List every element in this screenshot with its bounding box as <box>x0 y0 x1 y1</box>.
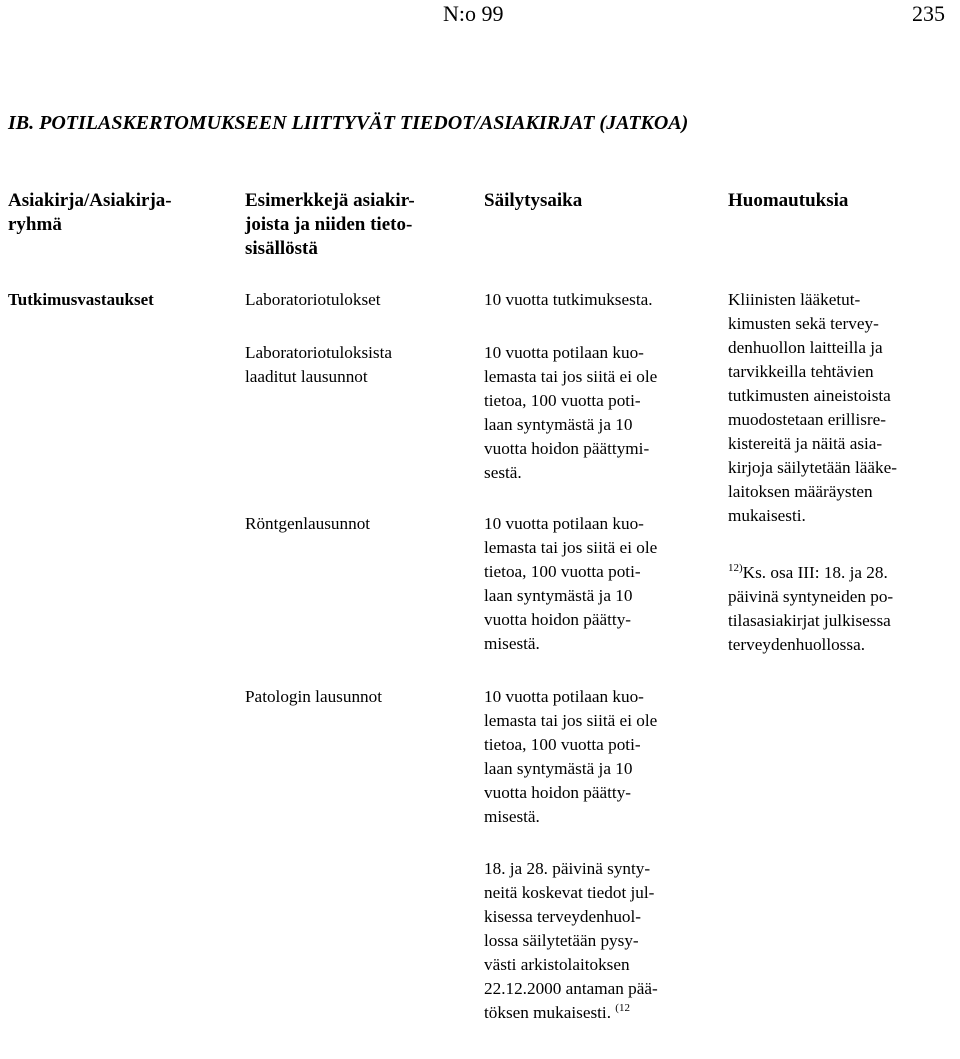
header-line: Huomautuksia <box>728 190 849 211</box>
remarks-line: tilasasiakirjat julkisessa <box>728 611 891 630</box>
header-line: Esimerkkejä asiakir- <box>245 190 415 211</box>
retention-line: misestä. <box>484 634 540 653</box>
column-header-remarks <box>728 189 958 213</box>
footnote-reference: (12 <box>615 1002 630 1014</box>
retention-item <box>484 341 657 485</box>
page-number: 235 <box>912 1 945 26</box>
remarks-line: terveydenhuollossa. <box>728 635 865 654</box>
retention-line: vuotta hoidon päätty- <box>484 783 632 802</box>
remarks-line: mukaisesti. <box>728 506 806 525</box>
column-header-retention <box>484 189 714 213</box>
remarks-line: tutkimusten aineistoista <box>728 386 891 405</box>
retention-line: lossa säilytetään pysy- <box>484 931 639 950</box>
document-item-lab-statements <box>245 341 392 389</box>
document-line: Röntgenlausunnot <box>245 514 371 533</box>
retention-line: lemasta tai jos siitä ei ole <box>484 367 658 386</box>
remarks-line: laitoksen määräysten <box>728 482 873 501</box>
remarks-footnote <box>728 561 893 657</box>
remarks-line: tarvikkeilla tehtävien <box>728 362 874 381</box>
header-line: Asiakirja/Asiakirja- <box>8 190 172 211</box>
document-title: IB. POTILASKERTOMUKSEEN LIITTYVÄT TIEDOT/ASIAKIRJAT (JATKOA) <box>8 112 689 134</box>
retention-line <box>484 1001 658 1025</box>
retention-item <box>484 288 653 312</box>
retention-line: 22.12.2000 antaman pää- <box>484 979 658 998</box>
retention-line: sestä. <box>484 463 522 482</box>
retention-line: tietoa, 100 vuotta poti- <box>484 735 641 754</box>
header-line: joista ja niiden tieto- <box>245 214 413 235</box>
remarks-line: denhuollon laitteilla ja <box>728 338 883 357</box>
retention-item <box>484 857 658 1025</box>
retention-line: neitä koskevat tiedot jul- <box>484 883 655 902</box>
retention-line: 18. ja 28. päivinä synty- <box>484 859 651 878</box>
retention-line: 10 vuotta tutkimuksesta. <box>484 290 653 309</box>
retention-item <box>484 685 657 829</box>
retention-line: laan syntymästä ja 10 <box>484 759 633 778</box>
retention-line: laan syntymästä ja 10 <box>484 586 633 605</box>
remarks-line: päivinä syntyneiden po- <box>728 587 894 606</box>
retention-line: kisessa terveydenhuol- <box>484 907 642 926</box>
document-number: N:o 99 <box>443 1 504 26</box>
remarks-line: muodostetaan erillisre- <box>728 410 886 429</box>
retention-line: västi arkistolaitoksen <box>484 955 630 974</box>
document-item-pathology-statements <box>245 685 382 709</box>
header-line: sisällöstä <box>245 238 318 259</box>
retention-line: lemasta tai jos siitä ei ole <box>484 711 658 730</box>
retention-line: 10 vuotta potilaan kuo- <box>484 687 644 706</box>
retention-line: misestä. <box>484 807 540 826</box>
retention-line: tietoa, 100 vuotta poti- <box>484 391 641 410</box>
document-line: Laboratoriotuloksista <box>245 343 393 362</box>
column-header-examples <box>245 189 475 261</box>
retention-line: laan syntymästä ja 10 <box>484 415 633 434</box>
remarks-footnote-first-line <box>728 561 893 585</box>
header-line: ryhmä <box>8 214 62 235</box>
document-item-lab-results <box>245 288 381 312</box>
retention-line-text: töksen mukaisesti. <box>484 1003 611 1022</box>
remarks-line: kistereitä ja näitä asia- <box>728 434 883 453</box>
retention-line: tietoa, 100 vuotta poti- <box>484 562 641 581</box>
header-line: Säilytysaika <box>484 190 583 211</box>
footnote-marker: 12) <box>728 562 743 574</box>
remarks-line: kimusten sekä tervey- <box>728 314 879 333</box>
retention-item <box>484 512 657 656</box>
document-line: Patologin lausunnot <box>245 687 383 706</box>
retention-line: vuotta hoidon päätty- <box>484 610 632 629</box>
column-header-document-group <box>8 189 228 237</box>
remarks-paragraph <box>728 288 897 528</box>
remarks-line: kirjoja säilytetään lääke- <box>728 458 897 477</box>
retention-line: vuotta hoidon päättymi- <box>484 439 650 458</box>
retention-line: lemasta tai jos siitä ei ole <box>484 538 658 557</box>
remarks-line-text: Ks. osa III: 18. ja 28. <box>742 563 888 582</box>
category-label: Tutkimusvastaukset <box>8 290 154 309</box>
remarks-line: Kliinisten lääketut- <box>728 290 861 309</box>
document-line: laaditut lausunnot <box>245 367 368 386</box>
document-item-xray-statements <box>245 512 370 536</box>
retention-line: 10 vuotta potilaan kuo- <box>484 514 644 533</box>
document-line: Laboratoriotulokset <box>245 290 381 309</box>
retention-line: 10 vuotta potilaan kuo- <box>484 343 644 362</box>
